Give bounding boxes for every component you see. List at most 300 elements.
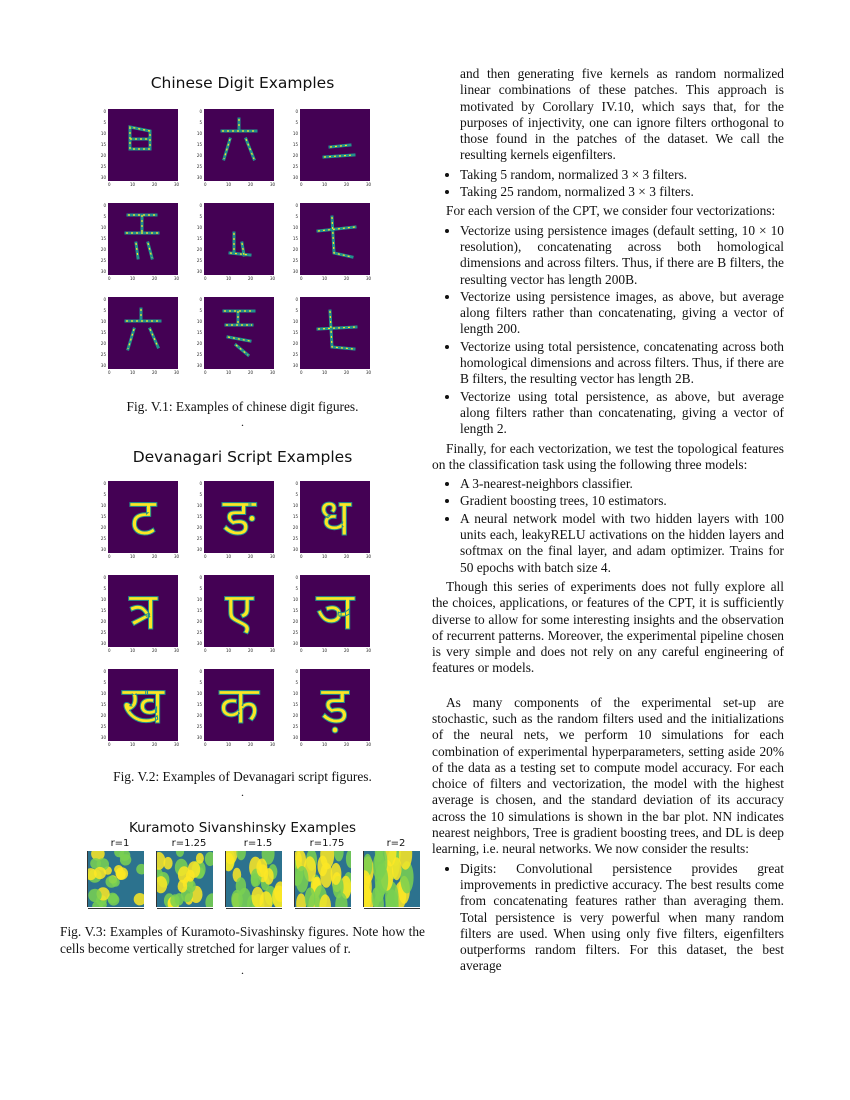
y-tick-label: 5 bbox=[199, 492, 202, 497]
x-tick-label: 10 bbox=[322, 276, 328, 281]
y-tick-label: 30 bbox=[292, 175, 298, 180]
ks-panel-label: r=1 bbox=[110, 838, 130, 849]
y-tick-label: 0 bbox=[103, 297, 106, 302]
y-tick-label: 20 bbox=[292, 525, 298, 530]
x-tick-label: 20 bbox=[248, 648, 254, 653]
y-tick-label: 30 bbox=[100, 735, 106, 740]
x-tick-label: 20 bbox=[248, 554, 254, 559]
x-tick-label: 0 bbox=[300, 648, 303, 653]
y-tick-label: 10 bbox=[100, 503, 106, 508]
devanagari-image-panel bbox=[290, 661, 386, 755]
y-tick-label: 15 bbox=[196, 236, 202, 241]
y-tick-label: 10 bbox=[196, 131, 202, 136]
x-tick-label: 30 bbox=[366, 742, 372, 747]
y-axis bbox=[360, 851, 364, 907]
digit-image-panel bbox=[290, 101, 386, 195]
y-tick-label: 10 bbox=[196, 597, 202, 602]
figure-caption bbox=[60, 924, 425, 957]
list-item: • Vectorize using persistence images, as above, but average along filters rather than concatenating, giving a vector of length 200. bbox=[460, 289, 784, 338]
ks-image bbox=[364, 851, 420, 907]
devanagari-image bbox=[300, 575, 370, 647]
list-item: • Gradient boosting trees, 10 estimators. bbox=[460, 493, 784, 509]
y-tick-labels bbox=[194, 295, 204, 369]
ks-image bbox=[226, 851, 282, 907]
x-tick-label: 10 bbox=[322, 370, 328, 375]
ks-image bbox=[295, 851, 351, 907]
y-tick-label: 15 bbox=[100, 702, 106, 707]
x-tick-label: 20 bbox=[152, 742, 158, 747]
y-tick-label: 20 bbox=[292, 153, 298, 158]
devanagari-image-panel bbox=[290, 473, 386, 567]
image-grid bbox=[98, 473, 425, 755]
y-tick-label: 25 bbox=[196, 536, 202, 541]
x-tick-label: 30 bbox=[270, 648, 276, 653]
y-tick-label: 20 bbox=[292, 713, 298, 718]
x-tick-label: 10 bbox=[226, 742, 232, 747]
y-tick-label: 0 bbox=[103, 481, 106, 486]
x-axis bbox=[226, 908, 282, 915]
x-tick-label: 10 bbox=[226, 648, 232, 653]
y-tick-label: 20 bbox=[100, 713, 106, 718]
y-tick-label: 15 bbox=[292, 514, 298, 519]
y-tick-label: 0 bbox=[103, 669, 106, 674]
y-tick-labels bbox=[98, 573, 108, 647]
devanagari-image bbox=[108, 669, 178, 741]
y-tick-label: 30 bbox=[196, 175, 202, 180]
figure-title: Chinese Digit Examples bbox=[150, 74, 335, 92]
x-tick-label: 30 bbox=[174, 648, 180, 653]
y-tick-label: 20 bbox=[196, 525, 202, 530]
x-tick-label: 30 bbox=[366, 648, 372, 653]
x-tick-label: 20 bbox=[344, 276, 350, 281]
y-tick-label: 15 bbox=[100, 330, 106, 335]
x-tick-label: 0 bbox=[108, 554, 111, 559]
y-tick-label: 25 bbox=[100, 352, 106, 357]
y-tick-label: 15 bbox=[100, 236, 106, 241]
y-tick-label: 0 bbox=[103, 203, 106, 208]
list-item: • Digits: Convolutional persistence provides great improvements in predictive accuracy. The best results come from concatenating features rather than averaging them. Total persistence is very powerful when many random filters are used. When using only five filters, eigenfilters outperforms random filters. For this dataset, the best average bbox=[460, 861, 784, 975]
y-tick-label: 15 bbox=[100, 608, 106, 613]
paragraph: Though this series of experiments does not fully explore all the choices, applications, or features of the CPT, it is sufficiently diverse to allow for some interesting insights and the observation of recurrent patterns. Moreover, the experimental pipeline chosen is very simple and does not rely on any careful engineering of features or models. bbox=[432, 578, 784, 676]
list-item: • A neural network model with two hidden layers with 100 units each, leakyRELU activations on the hidden layers and softmax on the final layer, and adam optimizer. Trains for 50 epochs with batch size 4. bbox=[460, 511, 784, 576]
y-tick-label: 15 bbox=[196, 330, 202, 335]
figure-title: Devanagari Script Examples bbox=[132, 448, 353, 466]
x-tick-label: 0 bbox=[204, 742, 207, 747]
x-tick-label: 0 bbox=[108, 648, 111, 653]
y-tick-label: 20 bbox=[196, 713, 202, 718]
svg-text:ध: ध bbox=[319, 488, 351, 548]
y-tick-label: 0 bbox=[199, 109, 202, 114]
y-tick-label: 20 bbox=[196, 247, 202, 252]
y-axis bbox=[153, 851, 157, 907]
model-list bbox=[432, 476, 784, 576]
caption-text: Fig. V.3: Examples of Kuramoto-Sivashinsky figures. Note how the cells become vertically stretched for larger values of r. bbox=[60, 924, 425, 956]
y-tick-label: 5 bbox=[295, 680, 298, 685]
x-tick-label: 30 bbox=[174, 742, 180, 747]
ks-panel-label: r=1.75 bbox=[309, 838, 345, 849]
digit-image-panel bbox=[98, 101, 194, 195]
x-tick-labels bbox=[108, 370, 178, 378]
image-row bbox=[80, 838, 425, 920]
y-tick-label: 30 bbox=[100, 547, 106, 552]
figure-caption: Fig. V.1: Examples of chinese digit figures. bbox=[126, 399, 359, 414]
ks-panel-label: r=1.25 bbox=[171, 838, 207, 849]
y-tick-label: 15 bbox=[196, 608, 202, 613]
y-tick-label: 0 bbox=[295, 669, 298, 674]
y-tick-label: 10 bbox=[292, 691, 298, 696]
ks-image-panel bbox=[80, 838, 143, 920]
x-tick-label: 10 bbox=[322, 182, 328, 187]
x-tick-label: 0 bbox=[204, 182, 207, 187]
y-tick-label: 15 bbox=[196, 702, 202, 707]
digit-image-panel bbox=[194, 101, 290, 195]
devanagari-image bbox=[300, 481, 370, 553]
x-tick-label: 20 bbox=[248, 370, 254, 375]
y-tick-label: 0 bbox=[199, 297, 202, 302]
x-tick-labels bbox=[204, 276, 274, 284]
y-tick-label: 5 bbox=[295, 308, 298, 313]
x-tick-label: 0 bbox=[108, 276, 111, 281]
paragraph: Finally, for each vectorization, we test the topological features on the classification task using the following three models: bbox=[432, 440, 784, 472]
y-tick-label: 0 bbox=[199, 481, 202, 486]
y-tick-label: 25 bbox=[196, 352, 202, 357]
stray-period: . bbox=[241, 963, 244, 977]
y-tick-label: 5 bbox=[103, 214, 106, 219]
y-tick-label: 25 bbox=[100, 536, 106, 541]
y-tick-label: 25 bbox=[100, 258, 106, 263]
figure-title: Kuramoto Sivanshinsky Examples bbox=[128, 820, 357, 836]
paragraph: For each version of the CPT, we consider four vectorizations: bbox=[446, 203, 776, 219]
y-tick-labels bbox=[290, 107, 300, 181]
y-tick-label: 30 bbox=[100, 641, 106, 646]
x-tick-label: 10 bbox=[130, 742, 136, 747]
y-tick-label: 10 bbox=[292, 225, 298, 230]
x-tick-labels bbox=[108, 648, 178, 656]
x-tick-label: 20 bbox=[344, 648, 350, 653]
y-tick-label: 10 bbox=[100, 131, 106, 136]
x-tick-label: 10 bbox=[226, 554, 232, 559]
y-tick-label: 15 bbox=[100, 514, 106, 519]
x-tick-label: 0 bbox=[300, 742, 303, 747]
y-tick-label: 10 bbox=[196, 691, 202, 696]
x-tick-label: 10 bbox=[130, 648, 136, 653]
y-tick-label: 30 bbox=[100, 269, 106, 274]
devanagari-image bbox=[204, 481, 274, 553]
y-tick-label: 30 bbox=[292, 363, 298, 368]
x-tick-label: 30 bbox=[270, 742, 276, 747]
digit-image-panel bbox=[194, 289, 290, 383]
x-axis bbox=[88, 908, 144, 915]
y-tick-label: 20 bbox=[100, 619, 106, 624]
y-tick-labels bbox=[290, 479, 300, 553]
x-tick-label: 0 bbox=[300, 276, 303, 281]
y-tick-label: 30 bbox=[196, 363, 202, 368]
y-tick-labels bbox=[290, 667, 300, 741]
x-tick-labels bbox=[108, 742, 178, 750]
y-tick-label: 15 bbox=[292, 142, 298, 147]
y-tick-labels bbox=[98, 479, 108, 553]
digit-image bbox=[300, 297, 370, 369]
x-tick-label: 20 bbox=[344, 554, 350, 559]
digit-image bbox=[300, 109, 370, 181]
y-tick-label: 20 bbox=[292, 341, 298, 346]
y-tick-label: 25 bbox=[196, 164, 202, 169]
x-tick-label: 20 bbox=[152, 554, 158, 559]
x-tick-label: 10 bbox=[322, 554, 328, 559]
y-tick-label: 25 bbox=[100, 164, 106, 169]
y-tick-labels bbox=[194, 107, 204, 181]
x-tick-label: 0 bbox=[300, 554, 303, 559]
x-tick-label: 10 bbox=[226, 276, 232, 281]
y-tick-labels bbox=[98, 295, 108, 369]
devanagari-image bbox=[204, 669, 274, 741]
x-axis bbox=[364, 908, 420, 915]
x-tick-label: 20 bbox=[344, 182, 350, 187]
y-tick-label: 5 bbox=[103, 680, 106, 685]
stray-period: . bbox=[241, 415, 244, 429]
digit-image-panel bbox=[98, 195, 194, 289]
x-tick-label: 30 bbox=[174, 370, 180, 375]
y-tick-label: 25 bbox=[292, 630, 298, 635]
devanagari-image bbox=[300, 669, 370, 741]
x-tick-labels bbox=[204, 554, 274, 562]
x-tick-label: 30 bbox=[270, 370, 276, 375]
devanagari-image-panel bbox=[290, 567, 386, 661]
ks-panel-label: r=2 bbox=[386, 838, 406, 849]
svg-text:क: क bbox=[219, 676, 259, 736]
devanagari-image-panel bbox=[194, 661, 290, 755]
svg-text:ए: ए bbox=[224, 582, 254, 642]
y-tick-label: 0 bbox=[199, 669, 202, 674]
y-tick-label: 5 bbox=[295, 214, 298, 219]
x-tick-label: 20 bbox=[152, 276, 158, 281]
x-tick-label: 10 bbox=[226, 182, 232, 187]
y-tick-label: 20 bbox=[196, 341, 202, 346]
y-tick-label: 10 bbox=[196, 225, 202, 230]
x-tick-label: 10 bbox=[226, 370, 232, 375]
x-tick-label: 10 bbox=[130, 554, 136, 559]
digit-image-panel bbox=[98, 289, 194, 383]
y-axis bbox=[222, 851, 226, 907]
y-tick-labels bbox=[194, 201, 204, 275]
x-tick-label: 10 bbox=[130, 276, 136, 281]
ks-image-panel bbox=[149, 838, 212, 920]
y-tick-label: 25 bbox=[292, 724, 298, 729]
y-tick-label: 5 bbox=[103, 492, 106, 497]
x-tick-label: 20 bbox=[152, 182, 158, 187]
x-axis bbox=[157, 908, 213, 915]
digit-image bbox=[204, 203, 274, 275]
x-tick-label: 30 bbox=[270, 276, 276, 281]
x-tick-label: 10 bbox=[322, 742, 328, 747]
y-tick-label: 10 bbox=[292, 319, 298, 324]
y-tick-labels bbox=[194, 667, 204, 741]
y-tick-label: 10 bbox=[196, 319, 202, 324]
y-tick-label: 15 bbox=[292, 702, 298, 707]
devanagari-image bbox=[108, 575, 178, 647]
x-tick-labels bbox=[300, 276, 370, 284]
y-tick-label: 30 bbox=[292, 735, 298, 740]
y-tick-label: 0 bbox=[295, 297, 298, 302]
y-tick-label: 10 bbox=[292, 597, 298, 602]
y-tick-labels bbox=[98, 201, 108, 275]
digit-image bbox=[108, 203, 178, 275]
y-tick-label: 30 bbox=[100, 363, 106, 368]
y-tick-label: 25 bbox=[100, 724, 106, 729]
svg-text:ख: ख bbox=[121, 676, 165, 736]
x-tick-label: 0 bbox=[300, 370, 303, 375]
x-tick-labels bbox=[204, 182, 274, 190]
digit-image bbox=[300, 203, 370, 275]
figure-caption: Fig. V.2: Examples of Devanagari script figures. bbox=[113, 769, 372, 784]
list-item: • Vectorize using persistence images (default setting, 10 × 10 resolution), concatenating across both homological dimensions and across filters. Thus, if there are B filters, the resulting vector has length 200B. bbox=[460, 223, 784, 288]
x-tick-label: 30 bbox=[174, 554, 180, 559]
y-tick-label: 5 bbox=[295, 120, 298, 125]
list-item: • Vectorize using total persistence, concatenating across both homological dimensions and across filters. Thus, if there are B filters, the resulting vector has length 2B. bbox=[460, 339, 784, 388]
list-item: • Vectorize using total persistence, as above, but average along filters rather than concatenating, giving a vector of length 2. bbox=[460, 389, 784, 438]
x-tick-label: 10 bbox=[322, 648, 328, 653]
x-tick-label: 0 bbox=[108, 370, 111, 375]
y-tick-label: 0 bbox=[103, 109, 106, 114]
y-tick-label: 5 bbox=[199, 680, 202, 685]
x-tick-label: 0 bbox=[300, 182, 303, 187]
y-tick-label: 5 bbox=[295, 492, 298, 497]
y-tick-label: 25 bbox=[292, 164, 298, 169]
x-tick-label: 20 bbox=[248, 182, 254, 187]
devanagari-image-panel bbox=[98, 661, 194, 755]
ks-image-panel bbox=[356, 838, 419, 920]
stray-period: . bbox=[241, 785, 244, 799]
figure-kuramoto bbox=[60, 820, 425, 978]
y-tick-label: 0 bbox=[295, 203, 298, 208]
devanagari-image bbox=[108, 481, 178, 553]
x-tick-label: 20 bbox=[344, 742, 350, 747]
digit-image-panel bbox=[290, 289, 386, 383]
y-tick-label: 25 bbox=[100, 630, 106, 635]
y-tick-label: 5 bbox=[199, 586, 202, 591]
y-tick-label: 30 bbox=[292, 269, 298, 274]
list-item: • Taking 25 random, normalized 3 × 3 filters. bbox=[460, 184, 784, 200]
y-tick-label: 30 bbox=[196, 641, 202, 646]
y-tick-label: 10 bbox=[100, 597, 106, 602]
y-tick-label: 20 bbox=[196, 153, 202, 158]
x-tick-labels bbox=[108, 182, 178, 190]
digit-image bbox=[204, 109, 274, 181]
vectorization-list bbox=[432, 223, 784, 438]
x-tick-labels bbox=[204, 370, 274, 378]
x-tick-label: 0 bbox=[108, 182, 111, 187]
x-tick-label: 20 bbox=[152, 370, 158, 375]
x-tick-labels bbox=[300, 648, 370, 656]
x-tick-label: 30 bbox=[366, 370, 372, 375]
x-tick-labels bbox=[108, 554, 178, 562]
y-tick-label: 5 bbox=[295, 586, 298, 591]
y-tick-labels bbox=[290, 201, 300, 275]
x-tick-label: 10 bbox=[130, 182, 136, 187]
y-tick-labels bbox=[290, 573, 300, 647]
list-item: • Taking 5 random, normalized 3 × 3 filters. bbox=[460, 167, 784, 183]
x-tick-labels bbox=[300, 742, 370, 750]
y-tick-label: 5 bbox=[199, 120, 202, 125]
y-tick-label: 0 bbox=[199, 203, 202, 208]
x-tick-label: 30 bbox=[174, 182, 180, 187]
x-tick-labels bbox=[108, 276, 178, 284]
y-tick-label: 20 bbox=[100, 153, 106, 158]
y-tick-label: 30 bbox=[292, 641, 298, 646]
y-axis bbox=[84, 851, 88, 907]
y-tick-label: 25 bbox=[196, 724, 202, 729]
x-tick-label: 30 bbox=[366, 554, 372, 559]
x-tick-labels bbox=[204, 648, 274, 656]
y-tick-label: 15 bbox=[292, 330, 298, 335]
svg-text:ङ: ङ bbox=[222, 488, 256, 548]
x-tick-label: 30 bbox=[366, 276, 372, 281]
x-tick-labels bbox=[300, 554, 370, 562]
ks-image-panel bbox=[218, 838, 281, 920]
y-tick-label: 30 bbox=[196, 269, 202, 274]
y-tick-label: 15 bbox=[292, 236, 298, 241]
y-tick-labels bbox=[194, 573, 204, 647]
y-tick-label: 0 bbox=[199, 575, 202, 580]
y-tick-label: 30 bbox=[100, 175, 106, 180]
y-tick-label: 0 bbox=[103, 575, 106, 580]
y-tick-label: 10 bbox=[100, 319, 106, 324]
y-tick-label: 10 bbox=[100, 691, 106, 696]
digit-image bbox=[108, 109, 178, 181]
y-tick-label: 10 bbox=[292, 503, 298, 508]
paragraph-continued: and then generating five kernels as random normalized linear combinations of these patches. This approach is motivated by Corollary IV.10, which says that, for the purposes of injectivity, one can ignore filters orthogonal to those found in the patches of the dataset. We call the resulting kernels eigenfilters. bbox=[460, 66, 784, 163]
svg-text:ट: ट bbox=[129, 488, 157, 548]
y-tick-label: 0 bbox=[295, 575, 298, 580]
ks-panel-label: r=1.5 bbox=[243, 838, 273, 849]
y-tick-label: 20 bbox=[292, 619, 298, 624]
digit-image-panel bbox=[194, 195, 290, 289]
y-tick-label: 20 bbox=[196, 619, 202, 624]
y-tick-labels bbox=[98, 667, 108, 741]
y-tick-label: 0 bbox=[295, 109, 298, 114]
text-column bbox=[432, 66, 784, 978]
list-item: • A 3-nearest-neighbors classifier. bbox=[460, 476, 784, 492]
y-tick-labels bbox=[290, 295, 300, 369]
x-tick-label: 20 bbox=[248, 742, 254, 747]
x-tick-labels bbox=[204, 742, 274, 750]
y-tick-label: 20 bbox=[100, 247, 106, 252]
svg-text:ञ: ञ bbox=[315, 582, 355, 642]
x-tick-label: 20 bbox=[152, 648, 158, 653]
ks-image-panel bbox=[287, 838, 350, 920]
y-tick-label: 25 bbox=[292, 352, 298, 357]
y-tick-label: 10 bbox=[292, 131, 298, 136]
paragraph: As many components of the experimental set-up are stochastic, such as the random filters used and the initializations of the neural nets, we perform 10 simulations for each combination of experimental hyperparameters, setting aside 20% of the data as a testing set to compute model accuracy. For each choice of filters and vectorization, the model with the highest average is chosen, and the standard deviation of its accuracy across the 10 simulations is shown in the bar plot. NN indicates nearest neighbors, Tree is gradient boosting trees, and DL is deep learning, i.e. neural networks. We now consider the results: bbox=[432, 694, 784, 857]
ks-image bbox=[88, 851, 144, 907]
x-tick-labels bbox=[300, 370, 370, 378]
y-tick-label: 0 bbox=[295, 481, 298, 486]
y-tick-label: 5 bbox=[199, 308, 202, 313]
y-axis bbox=[291, 851, 295, 907]
y-tick-label: 30 bbox=[196, 735, 202, 740]
x-tick-label: 30 bbox=[366, 182, 372, 187]
x-tick-label: 0 bbox=[204, 370, 207, 375]
results-list bbox=[432, 861, 784, 975]
y-tick-label: 10 bbox=[100, 225, 106, 230]
devanagari-image-panel bbox=[98, 567, 194, 661]
x-tick-label: 10 bbox=[130, 370, 136, 375]
x-tick-labels bbox=[300, 182, 370, 190]
x-tick-label: 20 bbox=[248, 276, 254, 281]
x-tick-label: 30 bbox=[270, 554, 276, 559]
x-tick-label: 30 bbox=[270, 182, 276, 187]
svg-text:त्र: त्र bbox=[128, 582, 158, 642]
